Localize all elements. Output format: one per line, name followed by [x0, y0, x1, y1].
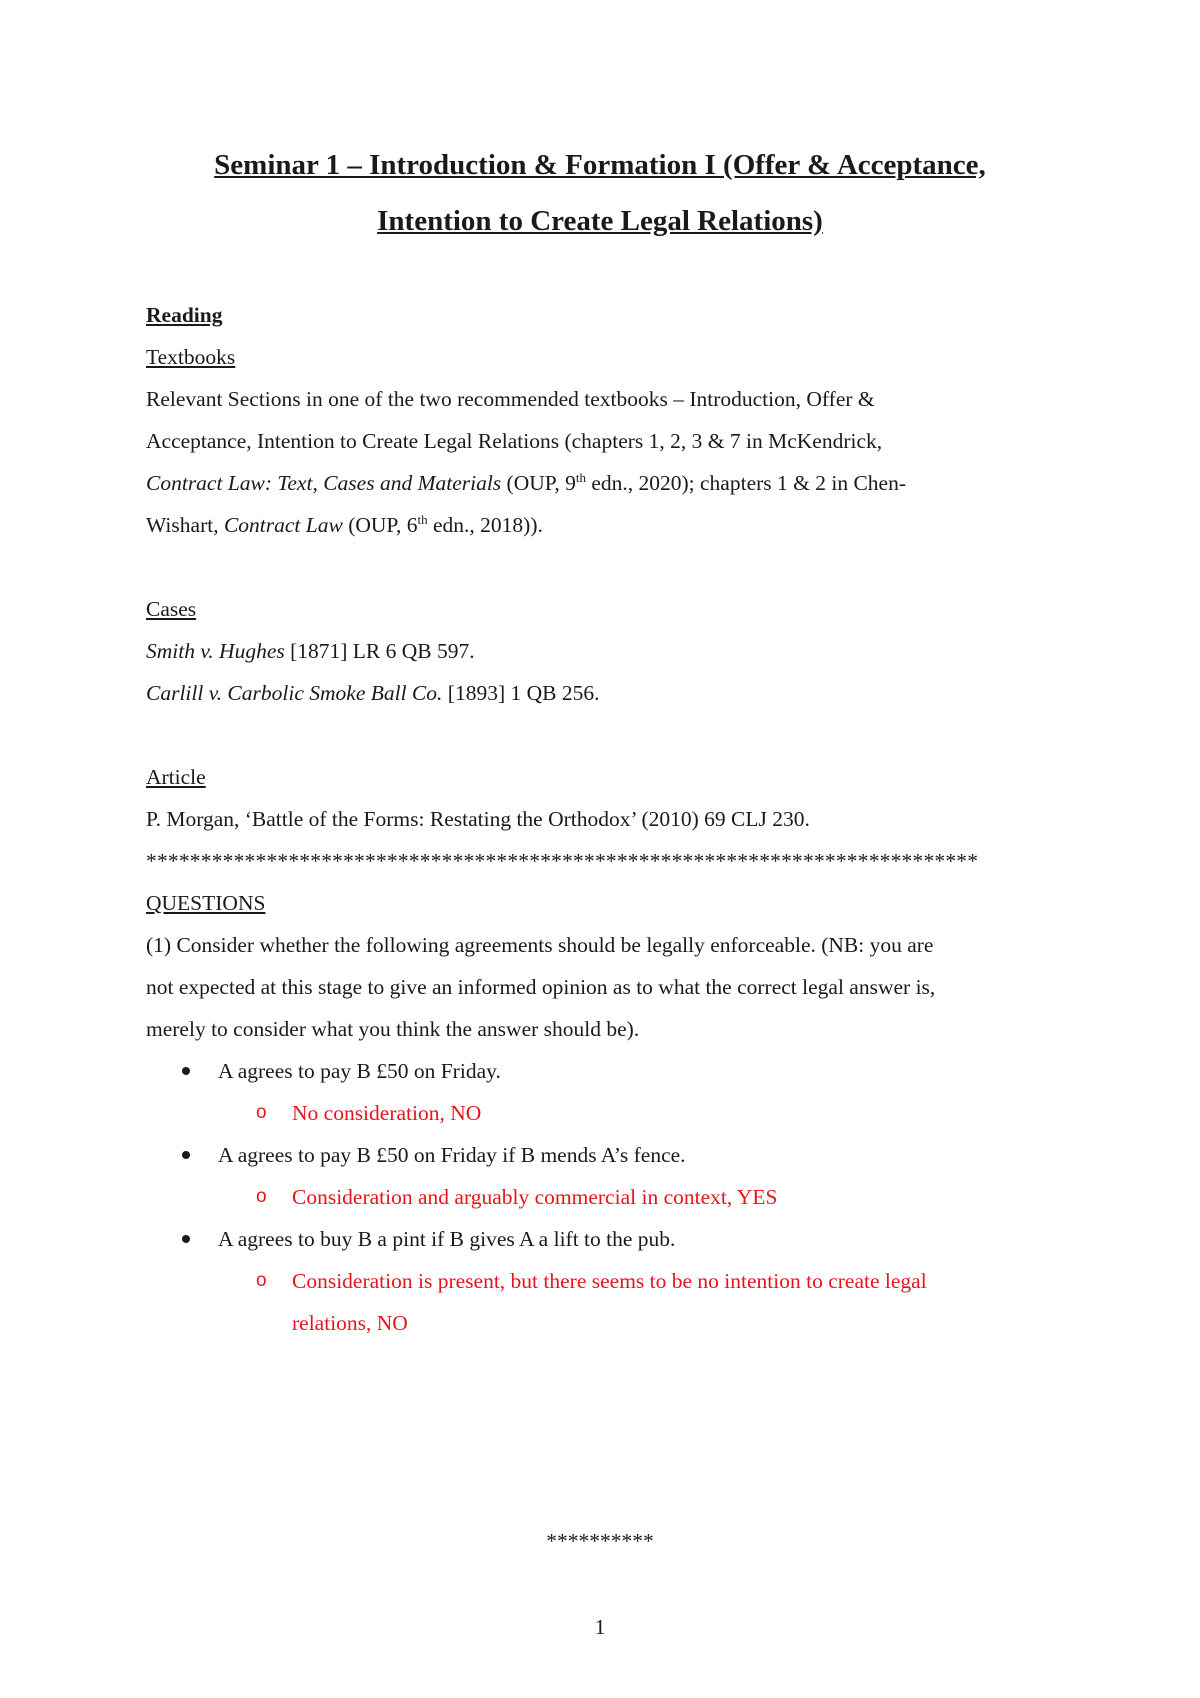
textbook-edition-c: (OUP, 6	[342, 513, 418, 537]
agreement-text: A agrees to pay B £50 on Friday.	[218, 1059, 501, 1083]
case-item	[146, 672, 1066, 714]
list-item	[146, 1218, 1066, 1260]
case-citation: [1871] LR 6 QB 597.	[284, 639, 475, 663]
answer-item	[146, 1260, 1066, 1344]
textbooks-line-1: Relevant Sections in one of the two recommended textbooks – Introduction, Offer &	[146, 387, 875, 411]
document-body	[146, 294, 1066, 1344]
textbook-author-chen-wishart: Wishart,	[146, 513, 224, 537]
textbook-edition-a: (OUP, 9	[501, 471, 576, 495]
case-name: Smith v. Hughes	[146, 639, 285, 663]
spacer	[146, 546, 1066, 588]
separator-line: ****************************************************************************	[146, 849, 979, 873]
answer-text: Consideration is present, but there seems to be no intention to create legal	[292, 1269, 927, 1293]
question-1-line-1: (1) Consider whether the following agreements should be legally enforceable. (NB: you are	[146, 933, 934, 957]
page-number: 1	[594, 1615, 606, 1639]
case-citation: [1893] 1 QB 256.	[442, 681, 600, 705]
bullet-icon	[182, 1151, 190, 1159]
agreement-text: A agrees to pay B £50 on Friday if B mends A’s fence.	[218, 1143, 686, 1167]
question-1-line-3: merely to consider what you think the answer should be).	[146, 1017, 640, 1041]
reading-heading: Reading	[146, 303, 223, 327]
list-item	[146, 1134, 1066, 1176]
textbook-edition-d: edn., 2018)).	[427, 513, 543, 537]
case-name: Carlill v. Carbolic Smoke Ball Co.	[146, 681, 443, 705]
answer-text: Consideration and arguably commercial in context, YES	[292, 1185, 778, 1209]
case-item	[146, 630, 1066, 672]
textbooks-heading: Textbooks	[146, 345, 236, 369]
cases-heading: Cases	[146, 597, 197, 621]
end-separator: **********	[546, 1529, 654, 1553]
textbook-title-contract-law: Contract Law	[223, 513, 343, 537]
superscript-th: th	[417, 511, 428, 527]
circle-bullet-icon: o	[256, 1102, 267, 1123]
title-line-2: Intention to Create Legal Relations)	[377, 205, 823, 237]
circle-bullet-icon: o	[256, 1270, 267, 1291]
article-heading: Article	[146, 765, 206, 789]
textbooks-line-2: Acceptance, Intention to Create Legal Relations (chapters 1, 2, 3 & 7 in McKendrick,	[146, 429, 883, 453]
superscript-th: th	[575, 469, 586, 485]
spacer	[146, 714, 1066, 756]
textbook-edition-b: edn., 2020); chapters 1 & 2 in Chen-	[585, 471, 907, 495]
answer-text: No consideration, NO	[292, 1101, 482, 1125]
list-item	[146, 1050, 1066, 1092]
textbook-title-mckendrick: Contract Law: Text, Cases and Materials	[146, 471, 502, 495]
question-1-line-2: not expected at this stage to give an informed opinion as to what the correct legal answer is,	[146, 975, 936, 999]
bullet-icon	[182, 1235, 190, 1243]
textbooks-line-4	[146, 504, 1066, 546]
answer-item	[146, 1092, 1066, 1134]
answer-text: relations, NO	[292, 1311, 408, 1335]
title-line-1: Seminar 1 – Introduction & Formation I (Offer & Acceptance,	[214, 149, 986, 181]
textbooks-line-3	[146, 462, 1066, 504]
article-citation: P. Morgan, ‘Battle of the Forms: Restating the Orthodox’ (2010) 69 CLJ 230.	[146, 807, 810, 831]
bullet-icon	[182, 1067, 190, 1075]
answer-item	[146, 1176, 1066, 1218]
page-title	[100, 137, 1100, 249]
agreement-text: A agrees to buy B a pint if B gives A a lift to the pub.	[218, 1227, 676, 1251]
questions-heading: QUESTIONS	[146, 891, 266, 915]
circle-bullet-icon: o	[256, 1186, 267, 1207]
